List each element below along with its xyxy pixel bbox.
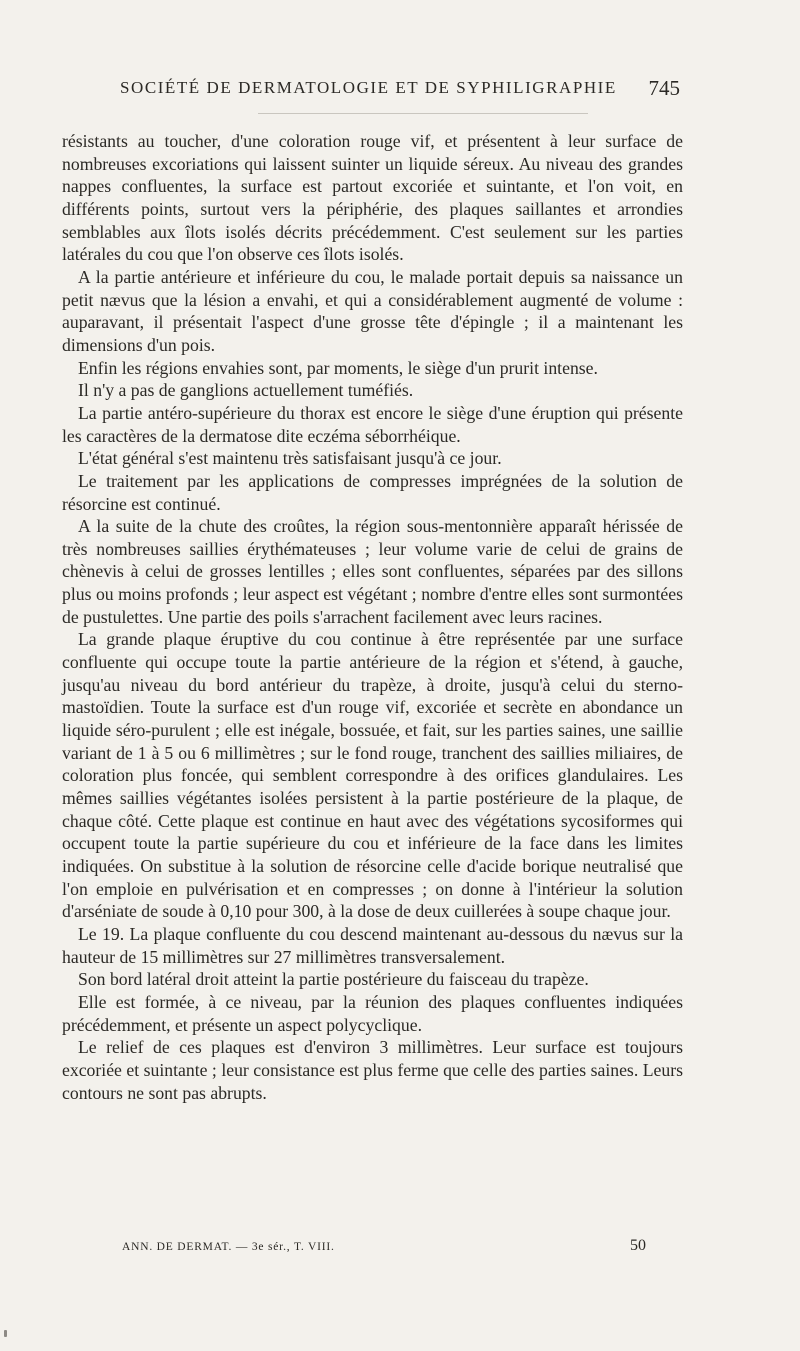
paragraph: Le 19. La plaque confluente du cou descend maintenant au-dessous du nævus sur la hauteur de 15 millimètres sur 27 millimètres transversalement. <box>62 923 683 967</box>
paragraph: La grande plaque éruptive du cou continue à être représentée par une surface confluente qui occupe toute la partie antérieure de la région et s'étend, à gauche, jusqu'au niveau du bord antérieur du trapèze, à droite, jusqu'à celui du sterno-mastoïdien. Toute la surface est d'un rouge vif, excoriée et secrète en abondance un liquide séro-purulent ; elle est inégale, bossuée, et fait, sur les parties saines, une saillie variant de 1 à 5 ou 6 millimètres ; sur le fond rouge, tranchent des saillies miliaires, de coloration plus foncée, qui semblent correspondre à des orifices glandulaires. Les mêmes saillies végétantes isolées persistent à la partie postérieure de la plaque, de chaque côté. Cette plaque est continue en haut avec des végétations sycosiformes qui occupent toute la partie supérieure du cou et inférieure de la face dans les limites indiquées. On substitue à la solution de résorcine celle d'acide borique neutralisé que l'on emploie en pulvérisation et en compresses ; on donne à l'intérieur la solution d'arséniate de soude à 0,10 pour 300, à la dose de deux cuillerées à soupe chaque jour. <box>62 629 683 922</box>
paragraph: Le relief de ces plaques est d'environ 3 millimètres. Leur surface est toujours excoriée et suintante ; leur consistance est plus ferme que celle des parties saines. Leurs contours ne sont pas abrupts. <box>62 1037 683 1103</box>
paragraph: La partie antéro-supérieure du thorax est encore le siège d'une éruption qui présente les caractères de la dermatose dite eczéma séborrhéique. <box>62 402 683 446</box>
running-title: SOCIÉTÉ DE DERMATOLOGIE ET DE SYPHILIGRAPHIE <box>120 78 617 97</box>
paragraph: Son bord latéral droit atteint la partie postérieure du faisceau du trapèze. <box>78 969 589 990</box>
body-text <box>62 130 683 1104</box>
paragraph: résistants au toucher, d'une coloration rouge vif, et présentent à leur surface de nombreuses excoriations qui laissent suinter un liquide séreux. Au niveau des grandes nappes confluentes, la surface est partout excoriée et suintante, et l'on voit, en différents points, surtout vers la périphérie, des plaques saillantes et arrondies semblables aux îlots isolés décrits précédemment. C'est seulement sur les parties latérales du cou que l'on observe ces îlots isolés. <box>62 131 683 265</box>
paragraph: A la suite de la chute des croûtes, la région sous-mentonnière apparaît hérissée de très nombreuses saillies érythémateuses ; leur volume varie de celui de grains de chènevis à celui de grosses lentilles ; elles sont confluentes, séparées par des sillons plus ou moins profonds ; leur aspect est végétant ; nombre d'entre elles sont surmontées de pustulettes. Une partie des poils s'arrachent facilement avec leurs racines. <box>62 516 683 627</box>
paper-speck <box>4 1330 7 1337</box>
paragraph: Le traitement par les applications de compresses imprégnées de la solution de résorcine est continué. <box>62 470 683 514</box>
header-rule <box>258 113 588 114</box>
paragraph: Enfin les régions envahies sont, par moments, le siège d'un prurit intense. <box>78 357 598 378</box>
paragraph: Elle est formée, à ce niveau, par la réunion des plaques confluentes indiquées précédemment, et présente un aspect polycyclique. <box>62 991 683 1035</box>
sheet-number: 50 <box>630 1237 646 1254</box>
page-number: 745 <box>648 76 680 100</box>
signature-mark: ANN. DE DERMAT. — 3e sér., T. VIII. <box>122 1241 335 1253</box>
running-head <box>120 78 680 104</box>
page-footer <box>122 1237 646 1261</box>
paragraph: L'état général s'est maintenu très satisfaisant jusqu'à ce jour. <box>78 448 502 469</box>
paragraph: A la partie antérieure et inférieure du cou, le malade portait depuis sa naissance un petit nævus que la lésion a envahi, et qui a considérablement augmenté de volume : auparavant, il présentait l'aspect d'une grosse tête d'épingle ; il a maintenant les dimensions d'un pois. <box>62 266 683 355</box>
paragraph: Il n'y a pas de ganglions actuellement tuméfiés. <box>78 380 414 401</box>
